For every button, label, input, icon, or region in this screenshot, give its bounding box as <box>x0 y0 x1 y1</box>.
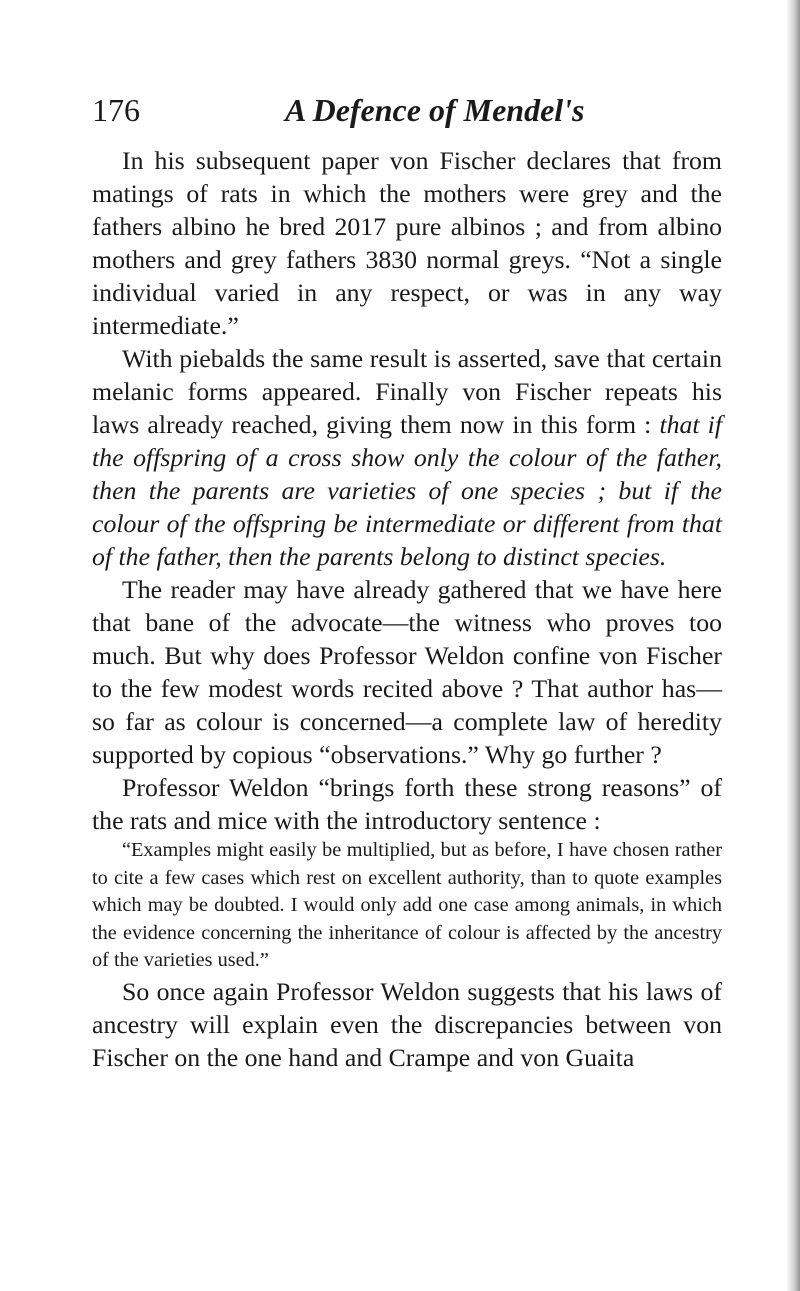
running-head <box>92 90 652 130</box>
paragraph <box>92 771 722 837</box>
italic-law-statement: that if the offspring of a cross show only the colour of the father, then the parents are varieties of one species ; but if the colour of the offspring be intermediate or different from that of the father, then the parents belong to distinct species. <box>92 410 723 571</box>
paragraph-text: Professor Weldon “brings forth these strong reasons” of the rats and mice with the introductory sentence : <box>92 773 722 835</box>
paragraph <box>92 144 722 342</box>
page-edge-shadow <box>786 0 800 1291</box>
paragraph-text: With piebalds the same result is asserted, save that certain melanic forms appeared. Finally von Fischer repeats his laws already reached, giving them now in this form : <box>92 344 722 439</box>
paragraph <box>92 975 722 1074</box>
paragraph <box>92 342 722 573</box>
body-text <box>92 144 722 1074</box>
paragraph <box>92 573 722 771</box>
paragraph-text: In his subsequent paper von Fischer declares that from matings of rats in which the mothers were grey and the fathers albino he bred 2017 pure albinos ; and from albino mothers and grey fathers 3830 normal greys. “Not a single individual varied in any respect, or was in any way intermediate.” <box>92 146 722 340</box>
block-quote: “Examples might easily be multiplied, but as before, I have chosen rather to cite a few cases which rest on excellent authority, than to quote examples which may be doubted. I would only add one case among animals, in which the evidence concerning the inheritance of colour is affected by the ancestry of the varieties used.” <box>92 839 722 971</box>
paragraph-text: So once again Professor Weldon suggests that his laws of ancestry will explain even the discrepancies between von Fischer on the one hand and Crampe and von Guaita <box>92 976 722 1072</box>
running-title: A Defence of Mendel's <box>285 92 585 128</box>
page-number: 176 <box>92 92 140 128</box>
paragraph-text: The reader may have already gathered that we have here that bane of the advocate—the witness who proves too much. But why does Professor Weldon confine von Fischer to the few modest words recited above ? That author has—so far as colour is concerned—a complete law of heredity supported by copious “observations.” Why go further ? <box>92 575 722 769</box>
